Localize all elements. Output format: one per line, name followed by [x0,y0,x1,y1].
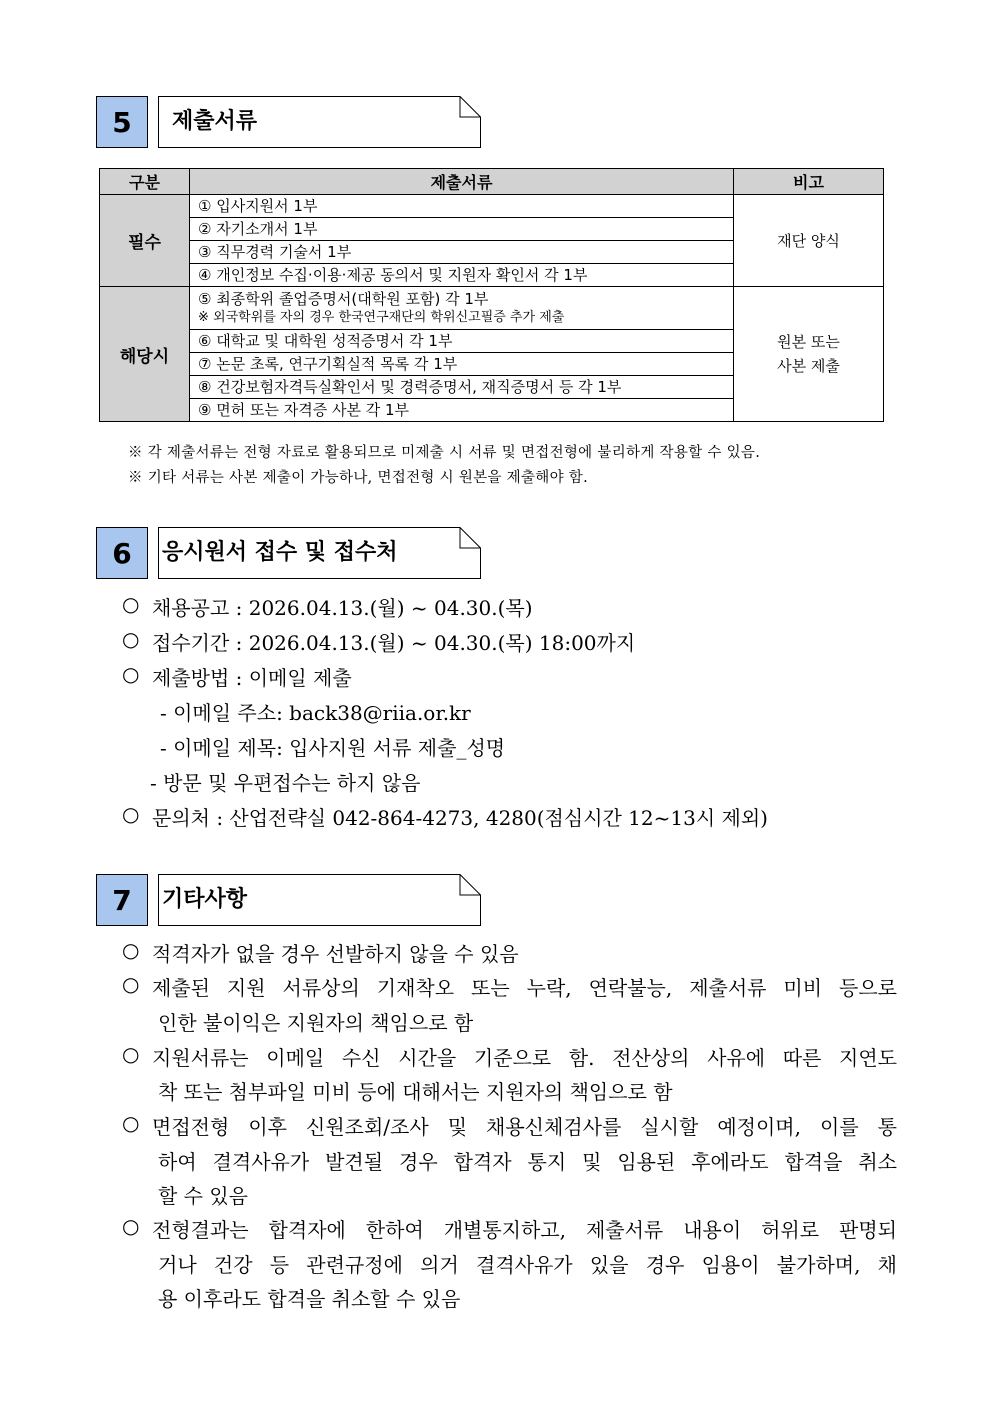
table-row [100,287,884,330]
list-item-text: 할 수 있음 [158,1184,248,1208]
section-title: 제출서류 [172,109,258,134]
list-item-text: 접수기간 : 2026.04.13.(월) ~ 04.30.(목) 18:00까지 [152,631,636,655]
list-item-text: 채용공고 : 2026.04.13.(월) ~ 04.30.(목) [152,596,533,620]
table-row [100,195,884,218]
table-header-row [100,169,884,195]
document-item: ② 자기소개서 1부 [190,218,734,241]
document-item: ⑨ 면허 또는 자격증 사본 각 1부 [190,399,734,422]
list-item-text: 착 또는 첨부파일 미비 등에 대해서는 지원자의 책임으로 함 [158,1080,673,1104]
note-line: 원본 또는 [777,333,840,351]
category-required: 필수 [100,195,190,287]
document-item: ① 입사지원서 1부 [190,195,734,218]
contact-text: 문의처 : 산업전략실 042-864-4273, 4280(점심시간 12~13시 제외) [152,806,768,830]
section-number: 5 [96,96,148,148]
document-item-text: ⑤ 최종학위 졸업증명서(대학원 포함) 각 1부 [198,290,489,308]
document-item [190,287,734,330]
note-line: 사본 제출 [777,357,840,375]
documents-table [99,168,884,422]
list-item-text: 전형결과는 합격자에 한하여 개별통지하고, 제출서류 내용이 허위로 판명되 [152,1218,897,1242]
document-item: ④ 개인정보 수집·이용·제공 동의서 및 지원자 확인서 각 1부 [190,264,734,287]
list-item-text: 거나 건강 등 관련규정에 의거 결격사유가 있을 경우 임용이 불가하며, 채 [158,1253,897,1277]
list-item-text: 제출방법 : 이메일 제출 [152,666,352,690]
section-title-box [158,527,481,579]
list-item-text: 용 이후라도 합격을 취소할 수 있음 [158,1287,461,1311]
footnote: ※ 각 제출서류는 전형 자료로 활용되므로 미제출 시 서류 및 면접전형에 불리하게 작용할 수 있음. [128,445,761,461]
footnote: ※ 기타 서류는 사본 제출이 가능하나, 면접전형 시 원본을 제출해야 함. [128,470,588,486]
sub-item-text: - 방문 및 우편접수는 하지 않음 [150,771,421,795]
document-item: ③ 직무경력 기술서 1부 [190,241,734,264]
list-item-text: 하여 결격사유가 발견될 경우 합격자 통지 및 임용된 후에라도 합격을 취소 [158,1150,897,1174]
bullet: ○ [122,1214,140,1238]
list-item-text: 제출된 지원 서류상의 기재착오 또는 누락, 연락불능, 제출서류 미비 등으로 [152,976,897,1000]
bullet: ○ [122,662,140,686]
sub-item-text: - 이메일 제목: 입사지원 서류 제출_성명 [160,736,506,760]
bullet: ○ [122,1111,140,1135]
note-applicable [734,287,884,422]
section-title-box [158,874,481,926]
category-applicable: 해당시 [100,287,190,422]
bullet: ○ [122,1042,140,1066]
header-category: 구분 [100,169,190,195]
list-item-text: 면접전형 이후 신원조회/조사 및 채용신체검사를 실시할 예정이며, 이를 통 [152,1115,897,1139]
section-title: 응시원서 접수 및 접수처 [162,540,398,565]
section-number: 6 [96,527,148,579]
bullet: ○ [122,627,140,651]
note-required: 재단 양식 [734,195,884,287]
section-number: 7 [96,874,148,926]
list-item-text: 지원서류는 이메일 수신 시간을 기준으로 함. 전산상의 사유에 따른 지연도 [152,1046,897,1070]
section-title: 기타사항 [162,887,248,912]
header-documents: 제출서류 [190,169,734,195]
list-item-text: 적격자가 없을 경우 선발하지 않을 수 있음 [152,942,519,966]
document-item: ⑦ 논문 초록, 연구기획실적 목록 각 1부 [190,353,734,376]
bullet: ○ [122,802,140,826]
header-note: 비고 [734,169,884,195]
bullet: ○ [122,592,140,616]
bullet: ○ [122,938,140,962]
document-item: ⑥ 대학교 및 대학원 성적증명서 각 1부 [190,330,734,353]
section-title-box [158,96,481,148]
document-item-subnote: ※ 외국학위를 자의 경우 한국연구재단의 학위신고필증 추가 제출 [198,310,565,325]
document-item: ⑧ 건강보험자격득실확인서 및 경력증명서, 재직증명서 등 각 1부 [190,376,734,399]
sub-item-text: - 이메일 주소: back38@riia.or.kr [160,701,471,725]
bullet: ○ [122,972,140,996]
list-item-text: 인한 불이익은 지원자의 책임으로 함 [158,1011,474,1035]
